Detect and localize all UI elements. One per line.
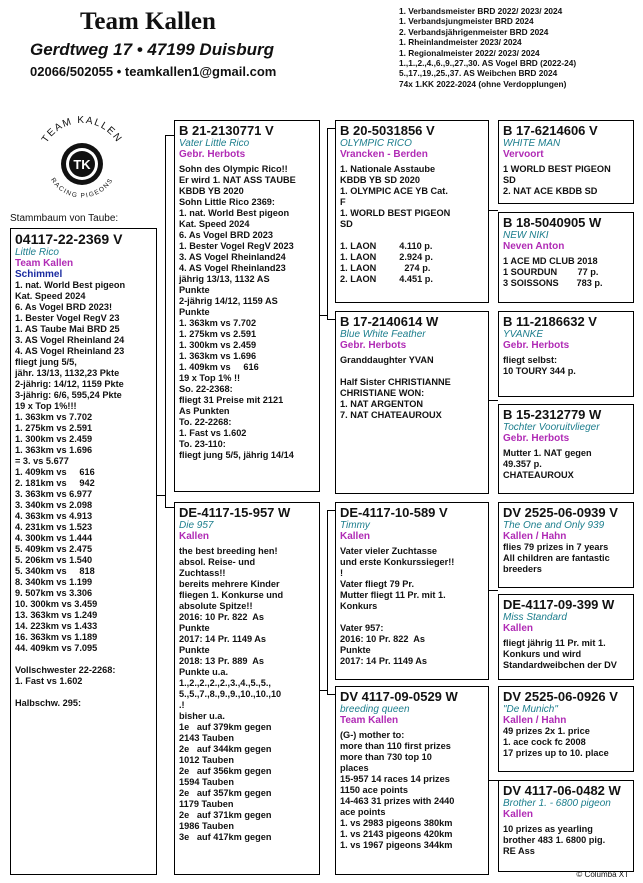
- contact-info: 02066/502055 • teamkallen1@gmail.com: [30, 64, 277, 79]
- pigeon-name: YVANKE: [503, 329, 544, 340]
- owner-name: Gebr. Herbots: [340, 340, 407, 351]
- performance-info: 1 ACE MD CLUB 2018 1 SOURDUN 77 p. 3 SOISSONS 783 p.: [503, 256, 603, 288]
- team-logo: [27, 108, 137, 200]
- connector-line: [327, 128, 328, 320]
- owner-name: Kallen: [503, 623, 534, 634]
- performance-info: fliegt selbst: 10 TOURY 344 p.: [503, 355, 576, 376]
- owner-name: Gebr. Herbots: [503, 340, 570, 351]
- great-grandparent-card[interactable]: [498, 120, 634, 204]
- connector-line: [165, 135, 166, 495]
- pigeon-name: Little Rico: [15, 247, 59, 258]
- pigeon-name: Miss Standard: [503, 612, 567, 623]
- ring-number: DV 2525-06-0939 V: [503, 505, 618, 520]
- pigeon-name: Timmy: [340, 520, 370, 531]
- great-grandparent-card[interactable]: [498, 404, 634, 494]
- title-item: 2. Verbandsjährigenmeister BRD 2024: [399, 26, 549, 37]
- plumage-color: Schimmel: [15, 269, 63, 280]
- great-grandparent-card[interactable]: [498, 594, 634, 680]
- ring-number: DV 4117-09-0529 W: [340, 689, 458, 704]
- performance-info: Granddaughter YVAN Half Sister CHRISTIANNE CHRISTIANE WON: 1. NAT ARGENTON 7. NAT CHATEAUROUX: [340, 355, 451, 420]
- performance-info: 1 WORLD BEST PIGEON SD 2. NAT ACE KBDB SD: [503, 164, 611, 196]
- pigeon-name: Vater Little Rico: [179, 138, 250, 149]
- ring-number: B 18-5040905 W: [503, 215, 602, 230]
- ring-number: B 20-5031856 V: [340, 123, 435, 138]
- ring-number: B 11-2186632 V: [503, 314, 597, 329]
- page-title: Team Kallen: [80, 8, 216, 35]
- address: Gerdtweg 17 • 47199 Duisburg: [30, 40, 275, 59]
- connector-line: [327, 319, 335, 320]
- pigeon-name: The One and Only 939: [503, 520, 605, 531]
- ring-number: B 17-2140614 W: [340, 314, 439, 329]
- great-grandparent-card[interactable]: [498, 212, 634, 303]
- title-item: 1.,1.,2.,4.,6.,9.,27.,30. AS Vogel BRD (2022-24): [399, 58, 577, 69]
- owner-name: Kallen / Hahn: [503, 531, 567, 542]
- owner-name: Gebr. Herbots: [179, 149, 246, 160]
- performance-info: flies 79 prizes in 7 years All children are fantastic breeders: [503, 542, 610, 574]
- ring-number: DE-4117-09-399 W: [503, 597, 615, 612]
- ring-number: B 15-2312779 W: [503, 407, 602, 422]
- owner-name: Kallen / Hahn: [503, 715, 567, 726]
- ring-number: 04117-22-2369 V: [15, 231, 123, 247]
- title-item: 1. Rheinlandmeister 2023/ 2024: [399, 37, 522, 48]
- pigeon-name: Blue White Feather: [340, 329, 426, 340]
- performance-info: Sohn des Olympic Rico!! Er wird 1. NAT ASS TAUBE KBDB YB 2020 Sohn Little Rico 2369: 1. nat. World Best pigeon Kat. Speed 2024 6. As Vogel BRD 2023 1. Bester Vogel RegV 2023 3. AS Vogel Rheinland24 4. AS Vogel Rheinland23 jährig 13/13, 1132 AS Punkte 2-jährig 14/12, 1159 AS Punkte 1. 363km vs 7.702 1. 275km vs 2.591 1. 300km vs 2.459 1. 363km vs 1.696 1. 409km vs 616 19 x Top 1% !! So. 22-2368: fliegt 31 Preise mit 2121 As Punkten To. 22-2268: 1. Fast vs 1.602 To. 23-110: fliegt jung 5/5, jährig 14/14: [179, 164, 296, 460]
- performance-info: 1. Nationale Asstaube KBDB YB SD 2020 1. OLYMPIC ACE YB Cat. F 1. WORLD BEST PIGEON SD 1. LAON 4.110 p. 1. LAON 2.924 p. 1. LAON 274 p. 2. LAON 4.451 p.: [340, 164, 451, 284]
- owner-name: Gebr. Herbots: [503, 433, 570, 444]
- owner-name: Vervoort: [503, 149, 544, 160]
- owner-name: Vrancken - Berden: [340, 149, 428, 160]
- connector-line: [327, 128, 335, 129]
- pigeon-name: "De Munich": [503, 704, 558, 715]
- ring-number: DE-4117-10-589 V: [340, 505, 448, 520]
- great-grandparent-card[interactable]: [498, 502, 634, 588]
- owner-name: Team Kallen: [15, 258, 74, 269]
- titles-list: [399, 6, 576, 89]
- title-item: 1. Verbandsjungmeister BRD 2024: [399, 16, 534, 27]
- pigeon-name: Tochter Vooruitvlieger: [503, 422, 600, 433]
- performance-info: 49 prizes 2x 1. price 1. ace cock fc 2008 17 prizes up to 10. place: [503, 726, 609, 758]
- owner-name: Kallen: [503, 809, 534, 820]
- great-grandparent-card[interactable]: [498, 311, 634, 397]
- owner-name: Team Kallen: [340, 715, 399, 726]
- ring-number: DV 4117-06-0482 W: [503, 783, 621, 798]
- pigeon-name: Die 957: [179, 520, 214, 531]
- pigeon-name: Brother 1. - 6800 pigeon: [503, 798, 611, 809]
- copyright: © Columba XT: [576, 870, 629, 879]
- ring-number: DV 2525-06-0926 V: [503, 689, 618, 704]
- connector-line: [327, 510, 335, 511]
- logo-initials: TK: [73, 157, 91, 172]
- performance-info: 1. nat. World Best pigeon Kat. Speed 2024 6. As Vogel BRD 2023! 1. Bester Vogel RegV 23 1. AS Taube Mai BRD 25 3. AS Vogel Rheinland 24 4. AS Vogel Rheinland 23 fliegt jung 5/5, jähr. 13/13, 1132,23 Pkte 2-jährig: 14/12, 1159 Pkte 3-jährig: 6/6, 595,24 Pkte 19 x Top 1%!!! 1. 363km vs 7.702 1. 275km vs 2.591 1. 300km vs 2.459 1. 363km vs 1.696 = 3. vs 5.677 1. 409km vs 616 2. 181km vs 942 3. 363km vs 6.977 3. 340km vs 2.098 4. 363km vs 4.913 4. 231km vs 1.523 4. 300km vs 1.444 5. 409km vs 2.475 5. 206km vs 1.540 5. 340km vs 818 8. 340km vs 1.199 9. 507km vs 3.306 10. 300km vs 3.459 13. 363km vs 1.249 14. 223km vs 1.433 16. 363km vs 1.189 44. 409km vs 7.095 Vollschwester 22-2268: 1. Fast vs 1.602 Halbschw. 295:: [15, 280, 126, 708]
- pigeon-name: WHITE MAN: [503, 138, 561, 149]
- pedigree-label: Stammbaum von Taube:: [10, 213, 119, 224]
- grandmother-maternal-card[interactable]: [335, 686, 489, 875]
- title-item: 1. Regionalmeister 2022/ 2023/ 2024: [399, 47, 540, 58]
- grandfather-maternal-card[interactable]: [335, 502, 489, 680]
- great-grandparent-card[interactable]: [498, 780, 634, 872]
- logo-bottom-text: RACING PIGEONS: [49, 176, 115, 200]
- owner-name: Kallen: [179, 531, 210, 542]
- performance-info: fliegt jährig 11 Pr. mit 1. Konkurs und wird Standardweibchen der DV: [503, 638, 617, 670]
- connector-line: [327, 510, 328, 694]
- ring-number: DE-4117-15-957 W: [179, 505, 291, 520]
- grandfather-paternal-card[interactable]: [335, 120, 489, 303]
- title-item: 74x 1.KK 2022-2024 (ohne Verdopplungen): [399, 78, 567, 89]
- title-item: 1. Verbandsmeister BRD 2022/ 2023/ 2024: [399, 6, 563, 16]
- pigeon-name: breeding queen: [340, 704, 410, 715]
- connector-line: [165, 495, 166, 507]
- pigeon-name: OLYMPIC RICO: [340, 138, 412, 149]
- connector-line: [327, 694, 335, 695]
- mother-card[interactable]: [174, 502, 320, 875]
- logo-top-text: TEAM KALLEN: [39, 114, 125, 146]
- subject-card[interactable]: [10, 228, 157, 875]
- owner-name: Neven Anton: [503, 241, 565, 252]
- performance-info: (G-) mother to: more than 110 first prizes more than 730 top 10 places 15-957 14 races 14 prizes 1150 ace points 14-463 31 prizes with 2440 ace points 1. vs 2983 pigeons 380km 1. vs 2143 pigeons 420km 1. vs 1967 pigeons 344km: [340, 730, 455, 850]
- performance-info: Vater vieler Zuchtasse und erste Konkurssieger!! ! Vater fliegt 79 Pr. Mutter fliegt 11 Pr. mit 1. Konkurs Vater 957: 2016: 10 Pr. 822 As Punkte 2017: 14 Pr. 1149 As: [340, 546, 455, 666]
- svg-text:TEAM KALLEN: [40, 115, 124, 145]
- owner-name: Kallen: [340, 531, 371, 542]
- ring-number: B 17-6214606 V: [503, 123, 598, 138]
- performance-info: the best breeding hen! absol. Reise- und Zuchtass!! bereits mehrere Kinder fliegen 1. Konkurse und absolute Spitze!! 2016: 10 Pr. 822 As Punkte 2017: 14 Pr. 1149 As Punkte 2018: 13 Pr. 889 As Punkte u.a. 1.,2.,2.,2.,2.,3.,4.,5.,5., 5.,5.,7.,8.,9.,9.,10.,10.,10 .! bisher u.a. 1e auf 379km gegen 2143 Tauben 2e auf 344km gegen 1012 Tauben 2e auf 356km gegen 1594 Tauben 2e auf 357km gegen 1179 Tauben 2e auf 371km gegen 1986 Tauben 3e auf 417km gegen: [179, 546, 284, 842]
- performance-info: Mutter 1. NAT gegen 49.357 p. CHATEAUROUX: [503, 448, 592, 480]
- title-item: 5.,17.,19.,25.,37. AS Weibchen BRD 2024: [399, 68, 558, 79]
- great-grandparent-card[interactable]: [498, 686, 634, 772]
- ring-number: B 21-2130771 V: [179, 123, 274, 138]
- grandmother-paternal-card[interactable]: [335, 311, 489, 494]
- pigeon-name: NEW NIKI: [503, 230, 549, 241]
- father-card[interactable]: [174, 120, 320, 492]
- performance-info: 10 prizes as yearling brother 483 1. 6800 pig. RE Ass: [503, 824, 606, 856]
